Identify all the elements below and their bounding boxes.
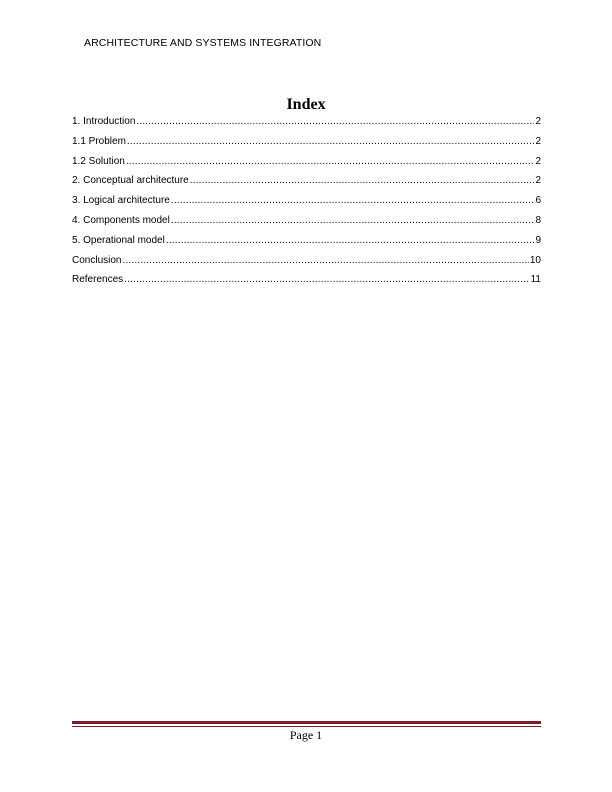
toc-entry-label: 3. Logical architecture — [72, 195, 170, 207]
index-title: Index — [286, 96, 326, 113]
toc-entry-components-model[interactable] — [72, 215, 541, 235]
toc-entry-operational-model[interactable] — [72, 235, 541, 255]
toc-dot-leader — [124, 274, 529, 285]
toc-entry-solution[interactable] — [72, 156, 541, 176]
toc-entry-page: 11 — [530, 274, 541, 286]
toc-entry-label: Conclusion — [72, 254, 122, 266]
toc-entry-label: 2. Conceptual architecture — [72, 175, 189, 187]
toc-entry-page: 9 — [535, 234, 541, 246]
toc-dot-leader — [126, 156, 535, 167]
toc-dot-leader — [171, 215, 535, 226]
page-number: Page 1 — [289, 728, 323, 742]
toc-dot-leader — [122, 255, 528, 266]
toc-entry-label: 1. Introduction — [72, 116, 136, 127]
footer-divider-thin — [72, 726, 541, 727]
running-header: ARCHITECTURE AND SYSTEMS INTEGRATION — [84, 37, 322, 49]
toc-entry-label: 1.1 Problem — [72, 135, 126, 147]
toc-dot-leader — [190, 175, 535, 186]
toc-entry-page: 8 — [535, 214, 541, 226]
toc-entry-conceptual-architecture[interactable] — [72, 175, 541, 195]
toc-dot-leader — [166, 235, 535, 246]
toc-dot-leader — [171, 195, 535, 206]
toc-entry-conclusion[interactable] — [72, 255, 541, 275]
toc-entry-label: 4. Components model — [72, 214, 170, 226]
toc-entry-logical-architecture[interactable] — [72, 195, 541, 215]
toc-entry-label: 1.2 Solution — [72, 155, 125, 167]
toc-entry-references[interactable] — [72, 274, 541, 294]
toc-entry-label: References — [72, 274, 124, 286]
table-of-contents — [72, 116, 541, 294]
toc-entry-page: 2 — [535, 175, 541, 187]
toc-entry-page: 2 — [535, 135, 541, 147]
toc-dot-leader — [136, 116, 534, 127]
toc-entry-page: 6 — [535, 195, 541, 207]
toc-entry-page: 2 — [535, 155, 541, 167]
footer-divider-thick — [72, 721, 541, 724]
toc-entry-page: 10 — [529, 254, 541, 266]
toc-entry-problem[interactable] — [72, 136, 541, 156]
toc-dot-leader — [127, 136, 535, 147]
toc-entry-label: 5. Operational model — [72, 234, 165, 246]
toc-entry-page: 2 — [535, 116, 541, 127]
toc-entry-introduction[interactable] — [72, 116, 541, 136]
